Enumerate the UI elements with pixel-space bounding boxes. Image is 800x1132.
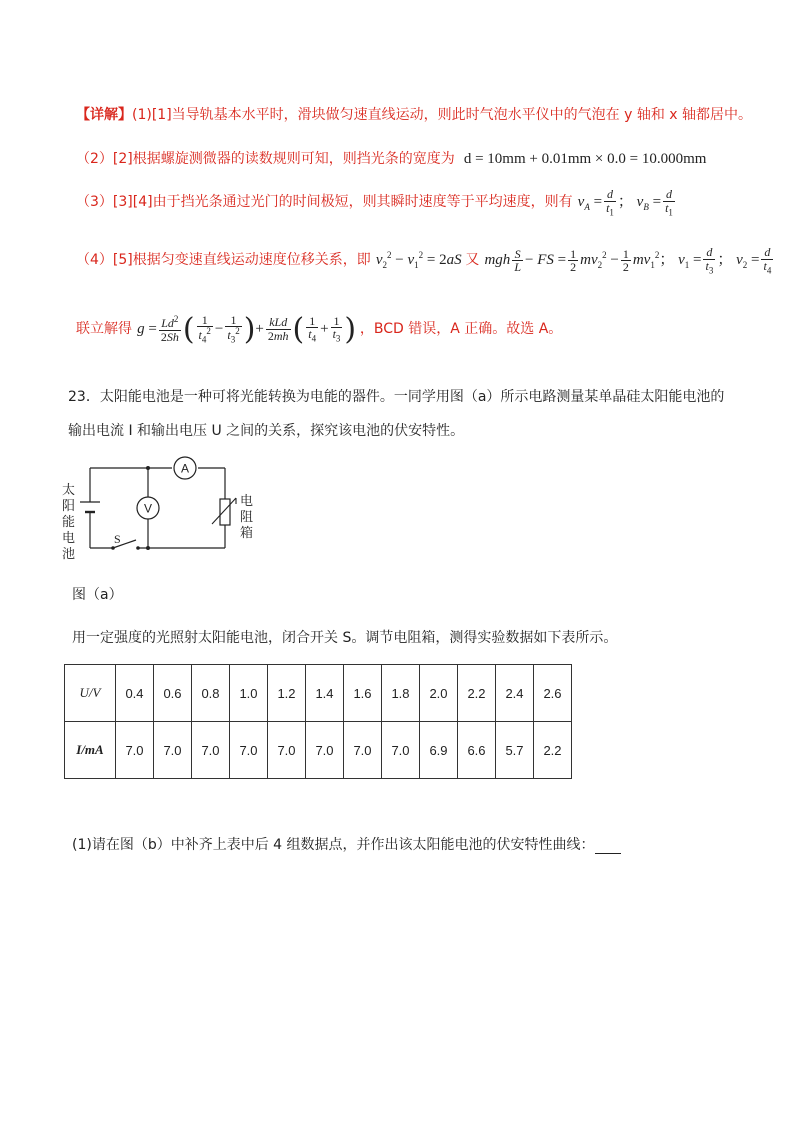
- table-cell: 2.2: [534, 722, 572, 779]
- table-cell: 2.0: [420, 665, 458, 722]
- question-number: 23．: [68, 389, 100, 405]
- table-cell: 5.7: [496, 722, 534, 779]
- solution-line-3: [76, 188, 677, 217]
- solution-p4-text: （4）[5]根据匀变速直线运动速度位移关系，即: [76, 252, 371, 269]
- resistor-box-symbol: [212, 498, 236, 525]
- battery-label: 太阳能电池: [62, 483, 76, 562]
- resistor-label: 电阻箱: [240, 494, 254, 541]
- table-cell: 6.6: [458, 722, 496, 779]
- solution-p2-text: （2）[2]根据螺旋测微器的读数规则可知，则挡光条的宽度为: [76, 151, 455, 167]
- table-cell: 7.0: [382, 722, 420, 779]
- question-text-2: 输出电流 I 和输出电压 U 之间的关系，探究该电池的伏安特性。: [68, 423, 465, 439]
- solution-p3-text: （3）[3][4]由于挡光条通过光门的时间极短，则其瞬时速度等于平均速度，则有: [76, 194, 573, 211]
- answer-blank[interactable]: [595, 839, 621, 854]
- table-cell: 0.6: [154, 665, 192, 722]
- result-formula: g = $\frac{Ld^2}{2Sh}$ ( $\frac{1}{t_4^2}$ − $\frac{1}{t_3^2}$ )+ $\frac{\text{kLd}}{2mh}$ ( $\frac{1}{t_4}$ + $\frac{1}{t_3}$ ): [137, 312, 357, 347]
- solution-p5-text: 联立解得: [76, 320, 132, 337]
- solution-p2-formula: d = 10mm + 0.01mm × 0.0 = 10.000mm: [463, 151, 707, 167]
- switch-symbol: [111, 532, 140, 550]
- ammeter-label: A: [180, 461, 190, 476]
- ammeter-symbol: [174, 457, 196, 479]
- solution-line-2: [76, 148, 706, 168]
- table-cell: 1.8: [382, 665, 420, 722]
- table-cell: 1.2: [268, 665, 306, 722]
- solution-p1: (1)[1]当导轨基本水平时，滑块做匀速直线运动，则此时气泡水平仪中的气泡在 y 轴和 x 轴都居中。: [132, 107, 753, 123]
- instruction-text: 用一定强度的光照射太阳能电池，闭合开关 S。调节电阻箱，测得实验数据如下表所示。: [72, 630, 618, 646]
- table-cell: 1.4: [306, 665, 344, 722]
- table-cell: 7.0: [116, 722, 154, 779]
- voltmeter-symbol: [137, 497, 159, 519]
- table-cell: 0.4: [116, 665, 154, 722]
- table-cell: 7.0: [306, 722, 344, 779]
- voltmeter-label: V: [143, 501, 153, 516]
- row-header-u: U/V: [65, 665, 116, 722]
- battery-symbol: [80, 502, 100, 512]
- table-row-u: [65, 665, 572, 722]
- table-cell: 1.0: [230, 665, 268, 722]
- kinematics-formula: $v_2^2 - v_1^2 = 2aS$: [375, 250, 462, 271]
- row-header-i: I/mA: [65, 722, 116, 779]
- question-text-1: 太阳能电池是一种可将光能转换为电能的器件。一同学用图（a）所示电路测量某单晶硅太阳能电池的: [99, 389, 725, 405]
- solution-p4-mid: 又: [465, 252, 480, 269]
- figure-caption: 图（a）: [72, 587, 123, 603]
- solution-line-5: [76, 312, 562, 347]
- table-cell: 2.2: [458, 665, 496, 722]
- table-cell: 7.0: [344, 722, 382, 779]
- table-cell: 7.0: [154, 722, 192, 779]
- solution-p5-tail: ，BCD 错误，A 正确。故选 A。: [359, 320, 563, 337]
- velocity-formulas: $v_A$ = $\frac{d}{t_1}$ ； $v_B$ = $\frac{d}{t_1}$: [577, 187, 673, 217]
- table-cell: 2.6: [534, 665, 572, 722]
- table-cell: 2.4: [496, 665, 534, 722]
- table-cell: 0.8: [192, 665, 230, 722]
- solution-line-4: [76, 246, 775, 275]
- solution-line-1: [76, 104, 752, 124]
- table-cell: 7.0: [192, 722, 230, 779]
- table-cell: 1.6: [344, 665, 382, 722]
- question-line-1: [68, 386, 724, 406]
- solution-tag: 【详解】: [76, 107, 132, 123]
- table-cell: 7.0: [230, 722, 268, 779]
- energy-formula: mgh $\frac{S}{L}$ − FS = $\frac{1}{2}$ $mv_2^2$ − $\frac{1}{2}$ $mv_1^2$； $v_1$ = $\frac{d}{t_3}$ ； $v_2$ = $\frac{d}{t_4}$: [484, 245, 772, 275]
- table-cell: 6.9: [420, 722, 458, 779]
- sub-question-1: [72, 834, 621, 854]
- switch-label: S: [114, 532, 121, 546]
- sub-question-1-text: (1)请在图（b）中补齐上表中后 4 组数据点，并作出该太阳能电池的伏安特性曲线：: [72, 837, 595, 853]
- data-table: [64, 664, 572, 779]
- table-cell: 7.0: [268, 722, 306, 779]
- table-row-i: [65, 722, 572, 779]
